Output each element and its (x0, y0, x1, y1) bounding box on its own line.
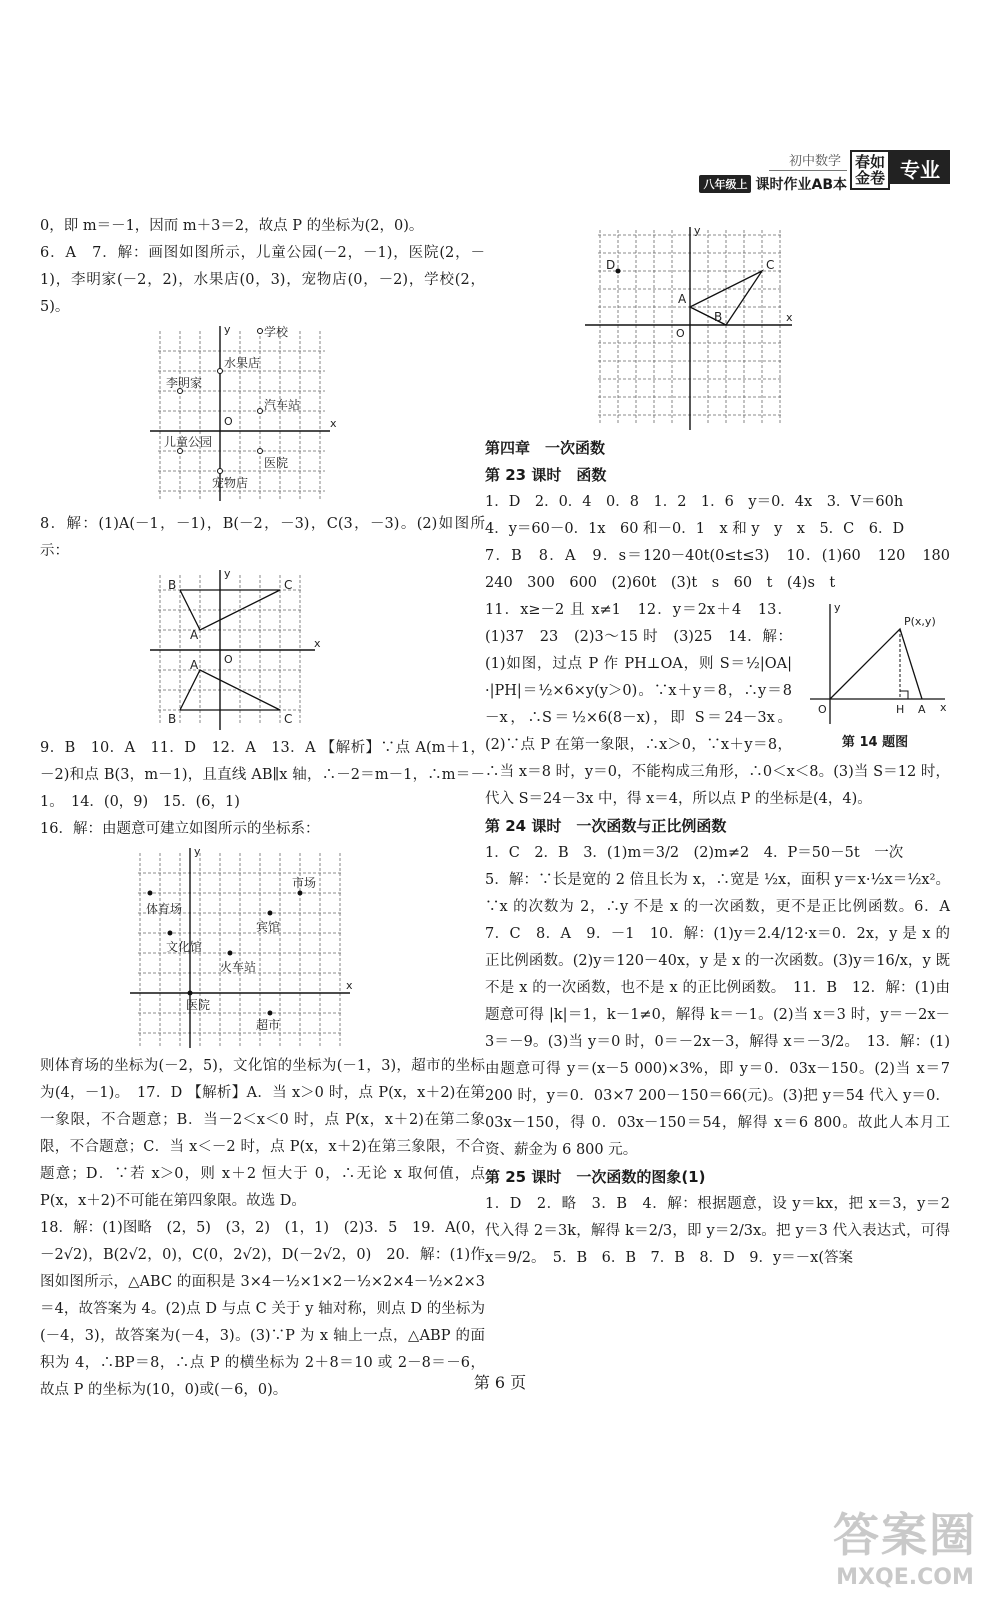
svg-text:y: y (224, 323, 231, 336)
grid-figure (40, 321, 485, 511)
figure-q14 (800, 599, 950, 756)
svg-text:O: O (224, 415, 233, 428)
answer-text: 18．解：(1)图略 (2，5) (3，2) (1，1) (2)3．5 19．A(0，－2√2)，B(2√2，0)，C(0，2√2)，D(－2√2，0) 20．解：(1)作图如图所示，△ABC 的面积是 3×4－½×1×2－½×2×4－½×2×3＝4，故答案为 4。(2)点 D 与点 C 关于 y 轴对称，则点 D 的坐标为(－4，3)，故答案为(－4，3)。(3)∵P 为 x 轴上一点，△ABP 的面积为 4，∴BP＝8，∴点 P 的横坐标为 2＋8＝10 或 2－8＝－6，故点 P 的坐标为(10，0)或(－6，0)。 (40, 1220, 485, 1398)
svg-text:儿童公园: 儿童公园 (164, 435, 213, 449)
header-text (699, 150, 847, 194)
brand-logo: 专业 (890, 150, 950, 184)
svg-text:学校: 学校 (264, 325, 289, 339)
svg-text:宾馆: 宾馆 (256, 920, 281, 934)
watermark-title: 答案圈 (833, 1508, 977, 1562)
svg-text:x: x (330, 417, 337, 430)
svg-text:汽车站: 汽车站 (264, 398, 301, 412)
svg-text:y: y (194, 845, 201, 858)
svg-text:宠物店: 宠物店 (212, 476, 249, 490)
svg-text:超市: 超市 (256, 1018, 281, 1032)
svg-text:y: y (834, 601, 841, 614)
svg-text:x: x (314, 637, 321, 650)
svg-text:文化馆: 文化馆 (166, 940, 203, 954)
page-number: 第 6 页 (473, 1373, 527, 1392)
svg-text:A: A (918, 703, 926, 716)
svg-text:H: H (896, 703, 905, 716)
figure-map-q7 (40, 321, 485, 511)
svg-text:C: C (284, 578, 293, 592)
lesson-title: 第 24 课时 一次函数与正比例函数 (485, 817, 727, 835)
lesson-title: 第 25 课时 一次函数的图象(1) (485, 1168, 706, 1186)
svg-text:医院: 医院 (186, 998, 211, 1012)
left-column (40, 213, 485, 1404)
figure-caption: 第 14 题图 (841, 735, 909, 750)
svg-text:O: O (676, 327, 685, 340)
svg-text:A: A (190, 628, 199, 642)
svg-text:A: A (678, 292, 687, 306)
svg-text:C: C (766, 258, 775, 272)
chapter-title: 第四章 一次函数 (485, 439, 606, 457)
graph-figure (800, 599, 950, 729)
answer-text: 6．A 7．解：画图如图所示，儿童公园(－2，－1)，医院(2，－1)，李明家(－2，2)，水果店(0，3)，宠物店(0，－2)，学校(2，5)。 (40, 245, 485, 315)
svg-text:O: O (224, 653, 233, 666)
header-book: 课时作业AB本 (755, 177, 847, 193)
figure-triangle-q20 (580, 225, 800, 435)
brand-mark: 春如金卷 (850, 150, 890, 190)
svg-text:体育场: 体育场 (146, 902, 183, 916)
grid-figure (40, 565, 485, 735)
figure-triangles-q8 (40, 565, 485, 735)
svg-text:李明家: 李明家 (166, 376, 203, 390)
svg-text:D: D (606, 258, 616, 272)
svg-text:y: y (694, 225, 701, 237)
svg-text:x: x (940, 701, 947, 714)
header-subject: 初中数学 (769, 150, 847, 171)
answer-text: 11．x≥－2 且 x≠1 12．y＝2x＋4 13．(1)37 23 (2)3～15 时 (3)25 14．解：(1)如图，过点 P 作 PH⊥OA，则 S＝½|OA|·|PH|＝½×6×y(y＞0)。∵x＋y＝8，∴y＝8－x，∴S＝½×6(8－x)，即 S＝24－3x。(2)∵点 P 在第一象限，∴x＞0，∵x＋y＝8，∴当 x＝8 时，y＝0，不能构成三角形，∴0＜x＜8。(3)当 S＝12 时，代入 S＝24－3x 中，得 x＝4，所以点 P 的坐标是(4，4)。 (485, 602, 950, 807)
svg-text:y: y (224, 567, 231, 580)
svg-text:B: B (714, 310, 723, 324)
svg-text:B: B (168, 712, 177, 726)
svg-text:市场: 市场 (292, 876, 317, 890)
svg-text:O: O (818, 703, 827, 716)
answer-text: 则体育场的坐标为(－2，5)，文化馆的坐标为(－1，3)，超市的坐标为(4，－1)。 17．D 【解析】A．当 x＞0 时，点 P(x，x＋2)在第一象限，不合题意；B．当－2＜x＜0 时，点 P(x，x＋2)在第二象限，不合题意；C．当 x＜－2 时，点 P(x，x＋2)在第三象限，不合题意；D．∵若 x＞0，则 x＋2 恒大于 0，∴无论 x 取何值，点 P(x，x＋2)不可能在第四象限。故选 D。 (40, 1058, 485, 1209)
right-column (485, 435, 965, 1272)
grid-figure (40, 843, 485, 1053)
svg-text:x: x (786, 311, 793, 324)
answer-text: 5．解：∵长是宽的 2 倍且长为 x，∴宽是 ½x，面积 y＝x·½x＝½x²。∵x 的次数为 2，∴y 不是 x 的一次函数，更不是正比例函数。6．A 7．C 8．A 9．－1 10．解：(1)y＝2.4/12·x＝0．2x，y 是 x 的正比例函数。(2)y＝120－40x，y 是 x 的一次函数。(3)y＝16/x，y 既不是 x 的一次函数，也不是 x 的正比例函数。 11．B 12．解：(1)由题意可得 |k|＝1，k－1≠0，解得 k＝－1。(2)当 x＝3 时，y＝－2x－3＝－9。(3)当 y＝0 时，0＝－2x－3，解得 x＝－3/2。 13．解：(1)由题意可得 y＝(x－5 000)×3%，即 y＝0．03x－150。(2)当 x＝7 200 时，y＝0．03×7 200－150＝66(元)。(3)把 y＝54 代入 y＝0．03x－150，得 0．03x－150＝54，解得 x＝6 800。故此人本月工资、薪金为 6 800 元。 (485, 872, 965, 1158)
svg-text:B: B (168, 578, 177, 592)
lesson-title: 第 23 课时 函数 (485, 466, 607, 484)
answer-text: 7．B 8．A 9．s＝120－40t(0≤t≤3) 10．(1)60 120 180 240 300 600 (2)60t (3)t s 60 t (4)s t (485, 548, 965, 591)
answer-text: 0，即 m＝－1，因而 m＋3＝2，故点 P 的坐标为(2，0)。 (40, 218, 424, 234)
svg-text:P(x,y): P(x,y) (904, 615, 936, 628)
svg-text:C: C (284, 712, 293, 726)
figure-map-q16 (40, 843, 485, 1053)
svg-text:医院: 医院 (264, 456, 289, 470)
answer-text: 4．y＝60－0．1x 60 和－0．1 x 和 y y x 5．C 6．D (485, 521, 905, 537)
answer-text: 16．解：由题意可建立如图所示的坐标系： (40, 821, 320, 837)
svg-text:水果店: 水果店 (224, 356, 261, 370)
grid-figure (580, 225, 800, 435)
answer-text: 1．D 2．0．4 0．8 1．2 1．6 y＝0．4x 3．V＝60h (485, 494, 904, 510)
watermark (830, 1499, 980, 1590)
answer-text: 9．B 10．A 11．D 12．A 13．A 【解析】∵点 A(m＋1，－2)和点 B(3，m－1)，且直线 AB∥x 轴，∴－2＝m－1，∴m＝－1。 14．(0，9) 15．(6，1) (40, 740, 485, 810)
svg-text:A: A (190, 658, 199, 672)
grade-badge: 八年级上 (699, 175, 751, 193)
watermark-url: MXQE.COM (836, 1565, 974, 1590)
header (699, 150, 950, 192)
answer-text: 1．C 2．B 3．(1)m＝3/2 (2)m≠2 4．P＝50－5t 一次 (485, 845, 904, 861)
svg-text:火车站: 火车站 (220, 960, 257, 974)
answer-text: 1．D 2．略 3．B 4．解：根据题意，设 y＝kx，把 x＝3，y＝2 代入得 2＝3k，解得 k＝2/3，即 y＝2/3x。把 y＝3 代入表达式，可得 x＝9/2。 5．B 6．B 7．B 8．D 9．y＝－x(答案 (485, 1196, 950, 1266)
answer-text: 8．解：(1)A(－1，－1)，B(－2，－3)，C(3，－3)。(2)如图所示： (40, 516, 485, 559)
svg-text:x: x (346, 979, 353, 992)
